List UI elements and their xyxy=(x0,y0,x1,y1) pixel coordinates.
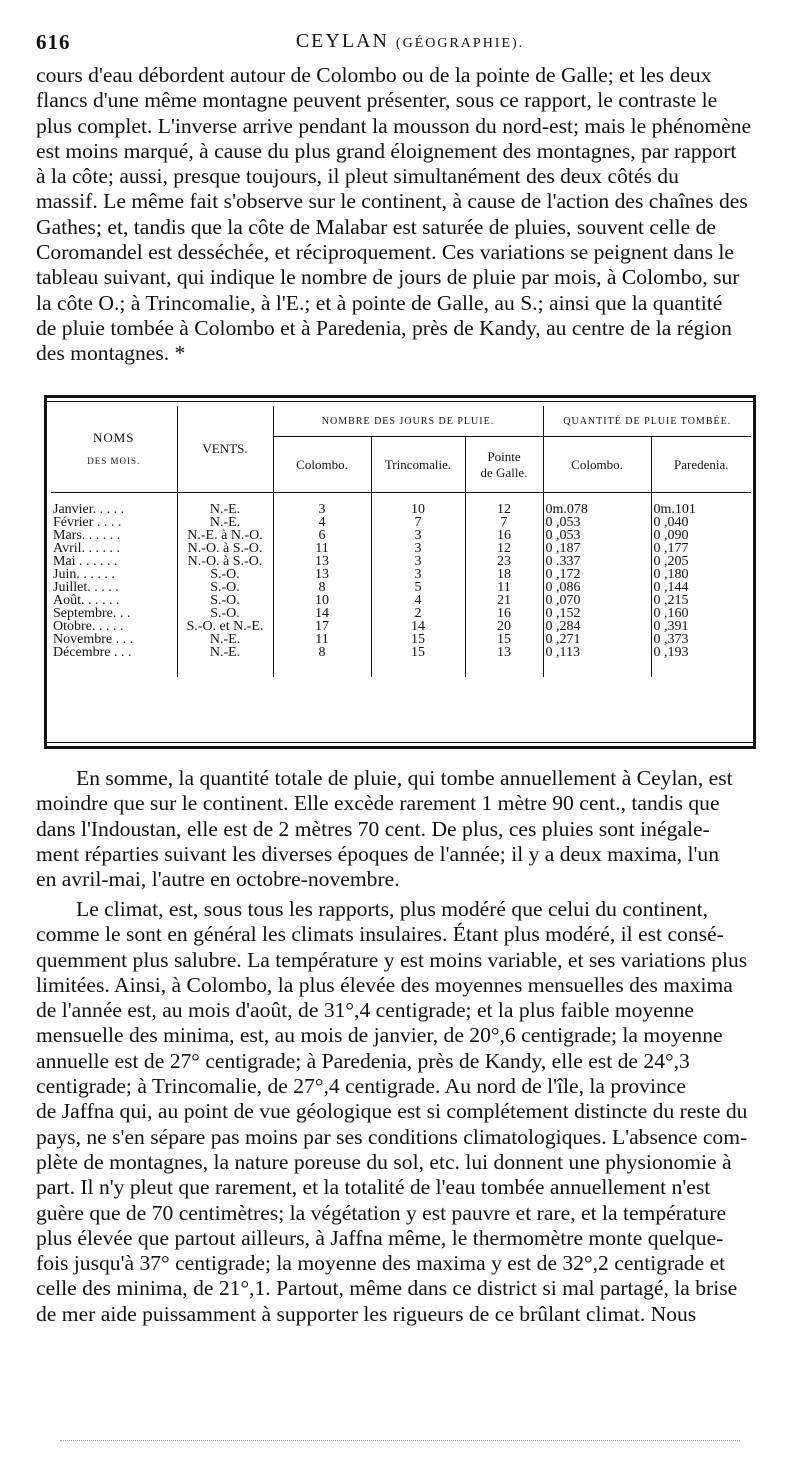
cell-mois: Septembre. . . xyxy=(53,606,131,621)
cell-paredenia-quantity: 0 ,205 xyxy=(651,555,751,568)
table-row-spacer xyxy=(51,659,751,677)
cell-mois: Décembre . . . xyxy=(53,645,132,660)
cell-vents: N.-E. xyxy=(177,503,273,516)
cell-paredenia-quantity: 0 ,373 xyxy=(651,633,751,646)
cell-galle-days: 15 xyxy=(465,633,543,646)
cell-mois: Janvier. . . . . xyxy=(53,502,125,517)
cell-colombo-days: 8 xyxy=(273,646,371,659)
cell-paredenia-quantity: 0 ,160 xyxy=(651,607,751,620)
footer-rule xyxy=(60,1440,740,1443)
cell-paredenia-quantity: 0m.101 xyxy=(651,503,751,516)
header-paredenia: Paredenia. xyxy=(651,437,751,493)
cell-mois: Mars. . . . . . xyxy=(53,528,121,543)
cell-trincomalie-days: 14 xyxy=(371,620,465,633)
table-row xyxy=(51,633,751,646)
text-line: des montagnes. * xyxy=(36,341,186,366)
text-line: flancs d'une même montagne peuvent présenter, sous ce rapport, le contraste le xyxy=(36,88,718,113)
cell-colombo-quantity: 0 ,152 xyxy=(543,607,651,620)
header-noms xyxy=(51,406,177,493)
header-group-jours: NOMBRE DES JOURS DE PLUIE. xyxy=(273,406,543,437)
cell-mois: Juin. . . . . . xyxy=(53,567,115,582)
cell-galle-days: 16 xyxy=(465,529,543,542)
cell-colombo-days: 13 xyxy=(273,555,371,568)
cell-mois: Février . . . . xyxy=(53,515,122,530)
spacer-cell xyxy=(651,659,751,677)
text-line: est moins marqué, à cause du plus grand éloignement des montagnes, par rapport xyxy=(36,138,737,163)
cell-colombo-days: 10 xyxy=(273,594,371,607)
cell-galle-days: 13 xyxy=(465,646,543,659)
cell-colombo-quantity: 0 ,086 xyxy=(543,581,651,594)
cell-galle-days: 18 xyxy=(465,568,543,581)
text-line: de Jaffna qui, au point de vue géologique est si complétement distincte du reste du xyxy=(36,1099,748,1124)
text-line: Le climat, est, sous tous les rapports, plus modéré que celui du continent, xyxy=(76,897,709,921)
text-line: de pluie tombée à Colombo et à Paredenia, près de Kandy, au centre de la région xyxy=(36,315,732,340)
cell-trincomalie-days: 15 xyxy=(371,633,465,646)
cell-trincomalie-days: 4 xyxy=(371,594,465,607)
cell-paredenia-quantity: 0 ,180 xyxy=(651,568,751,581)
text-line: massif. Le même fait s'observe sur le continent, à cause de l'action des chaînes des xyxy=(36,189,748,214)
cell-trincomalie-days: 10 xyxy=(371,503,465,516)
cell-colombo-quantity: 0 ,113 xyxy=(543,646,651,659)
cell-galle-days: 12 xyxy=(465,503,543,516)
text-line: celle des minima, de 21°,1. Partout, même dans ce district si mal partagé, la brise xyxy=(36,1276,738,1301)
table-row xyxy=(51,607,751,620)
cell-galle-days: 12 xyxy=(465,542,543,555)
text-line: ment réparties suivant les diverses époques de l'année; il y a deux maxima, l'un xyxy=(36,841,719,866)
header-group-quantite: QUANTITÉ DE PLUIE TOMBÉE. xyxy=(543,406,751,437)
text-line: à la côte; aussi, presque toujours, il pleut simultanément des deux côtés du xyxy=(36,164,679,189)
cell-paredenia-quantity: 0 ,144 xyxy=(651,581,751,594)
text-line: moindre que sur le continent. Elle excède rarement 1 mètre 90 cent., tandis que xyxy=(36,791,720,816)
cell-colombo-days: 3 xyxy=(273,503,371,516)
header-pointe-label: Pointe xyxy=(487,448,521,464)
cell-galle-days: 20 xyxy=(465,620,543,633)
cell-colombo-quantity: 0 ,271 xyxy=(543,633,651,646)
text-line: plus complet. L'inverse arrive pendant la mousson du nord-est; mais le phénomène xyxy=(36,113,752,138)
spacer-cell xyxy=(465,659,543,677)
cell-colombo-days: 14 xyxy=(273,607,371,620)
cell-trincomalie-days: 3 xyxy=(371,555,465,568)
paragraph-total-rain xyxy=(36,766,780,892)
table-row xyxy=(51,646,751,659)
cell-colombo-quantity: 0 ,187 xyxy=(543,542,651,555)
paragraph-intro xyxy=(36,63,780,367)
cell-trincomalie-days: 2 xyxy=(371,607,465,620)
text-line: Gathes; et, tandis que la côte de Malabar est saturée de pluies, souvent celle de xyxy=(36,214,716,239)
text-line: Coromandel est desséchée, et réciproquement. Ces variations se peignent dans le xyxy=(36,240,734,265)
text-line: En somme, la quantité totale de pluie, qui tombe annuellement à Ceylan, est xyxy=(76,766,733,790)
cell-vents: N.-E. xyxy=(177,633,273,646)
text-line: limitées. Ainsi, à Colombo, la plus élevée des moyennes mensuelles des maxima xyxy=(36,972,733,997)
spacer-cell xyxy=(273,659,371,677)
text-line: fois jusqu'à 37° centigrade; la moyenne des maxima y est de 32°,2 centigrade et xyxy=(36,1251,726,1276)
cell-vents: N.-E. xyxy=(177,646,273,659)
cell-colombo-days: 6 xyxy=(273,529,371,542)
cell-colombo-quantity: 0 ,053 xyxy=(543,529,651,542)
header-colombo-quantity: Colombo. xyxy=(543,437,651,493)
running-head-subtitle: (GÉOGRAPHIE). xyxy=(395,36,525,51)
text-line: comme le sont en général les climats insulaires. Étant plus modéré, il est consé- xyxy=(36,922,724,947)
text-line: la côte O.; à Trincomalie, à l'E.; et à pointe de Galle, au S.; ainsi que la quantité xyxy=(36,290,723,315)
cell-colombo-days: 4 xyxy=(273,516,371,529)
text-line: dans l'Indoustan, elle est de 2 mètres 70 cent. De plus, ces pluies sont inégale- xyxy=(36,816,710,841)
cell-mois: Novembre . . . xyxy=(53,632,134,647)
cell-colombo-quantity: 0 .337 xyxy=(543,555,651,568)
spacer-cell xyxy=(543,659,651,677)
table-row xyxy=(51,529,751,542)
cell-colombo-quantity: 0 ,172 xyxy=(543,568,651,581)
cell-colombo-quantity: 0 ,053 xyxy=(543,516,651,529)
table-row xyxy=(51,594,751,607)
header-noms-sub: DES MOIS. xyxy=(87,455,141,466)
page-header xyxy=(36,30,784,56)
text-line: plète de montagnes, la nature poreuse du sol, etc. lui donnent une physionomie à xyxy=(36,1149,732,1174)
cell-paredenia-quantity: 0 ,090 xyxy=(651,529,751,542)
header-vents: VENTS. xyxy=(177,406,273,493)
cell-trincomalie-days: 3 xyxy=(371,568,465,581)
header-pointe-de-galle xyxy=(465,437,543,493)
header-pointe-sub: de Galle. xyxy=(480,464,528,480)
text-line: annuelle est de 27° centigrade; à Paredenia, près de Kandy, elle est de 24°,3 xyxy=(36,1048,690,1073)
cell-paredenia-quantity: 0 ,193 xyxy=(651,646,751,659)
text-line: quemment plus salubre. La température y est moins variable, et ses variations plus xyxy=(36,947,748,972)
cell-trincomalie-days: 5 xyxy=(371,581,465,594)
cell-galle-days: 23 xyxy=(465,555,543,568)
cell-colombo-days: 11 xyxy=(273,633,371,646)
cell-trincomalie-days: 3 xyxy=(371,542,465,555)
rainfall-table xyxy=(51,406,751,677)
cell-galle-days: 21 xyxy=(465,594,543,607)
cell-vents: N.-E. xyxy=(177,516,273,529)
text-line: mensuelle des minima, est, au mois de janvier, de 20°,6 centigrade; la moyenne xyxy=(36,1023,723,1048)
table-row xyxy=(51,568,751,581)
table-row xyxy=(51,503,751,516)
cell-vents: S.-O. xyxy=(177,607,273,620)
cell-colombo-days: 8 xyxy=(273,581,371,594)
cell-vents: N.-O. à S.-O. xyxy=(177,555,273,568)
cell-mois: Avril. . . . . . xyxy=(53,541,121,556)
cell-colombo-quantity: 0 ,070 xyxy=(543,594,651,607)
paragraph-climate xyxy=(36,897,780,1327)
cell-paredenia-quantity: 0 ,040 xyxy=(651,516,751,529)
cell-colombo-days: 13 xyxy=(273,568,371,581)
cell-vents: N.-O. à S.-O. xyxy=(177,542,273,555)
running-head xyxy=(36,30,784,53)
cell-paredenia-quantity: 0 ,391 xyxy=(651,620,751,633)
text-line: centigrade; à Trincomalie, de 27°,4 centigrade. Au nord de l'île, la province xyxy=(36,1074,686,1099)
text-line: guère que de 70 centimètres; la végétation y est pauvre et rare, et la température xyxy=(36,1200,727,1225)
cell-vents: S.-O. xyxy=(177,594,273,607)
table-row xyxy=(51,620,751,633)
text-line: plus élevée que partout ailleurs, à Jaffna même, le thermomètre monte quelque- xyxy=(36,1225,724,1250)
text-line: part. Il n'y pleut que rarement, et la totalité de l'eau tombée annuellement n'est xyxy=(36,1175,711,1200)
cell-galle-days: 7 xyxy=(465,516,543,529)
spacer-cell xyxy=(371,659,465,677)
cell-trincomalie-days: 15 xyxy=(371,646,465,659)
text-line: en avril-mai, l'autre en octobre-novembre. xyxy=(36,867,400,892)
spacer-cell xyxy=(51,659,177,677)
cell-mois: Août. . . . . . xyxy=(53,593,120,608)
cell-trincomalie-days: 3 xyxy=(371,529,465,542)
table-row xyxy=(51,555,751,568)
cell-colombo-days: 11 xyxy=(273,542,371,555)
cell-paredenia-quantity: 0 ,177 xyxy=(651,542,751,555)
text-line: tableau suivant, qui indique le nombre de jours de pluie par mois, à Colombo, sur xyxy=(36,265,740,290)
cell-galle-days: 16 xyxy=(465,607,543,620)
cell-vents: S.-O. xyxy=(177,568,273,581)
text-line: de mer aide puissamment à supporter les rigueurs de ce brûlant climat. Nous xyxy=(36,1301,697,1326)
rainfall-table-body xyxy=(51,503,751,677)
cell-trincomalie-days: 7 xyxy=(371,516,465,529)
cell-galle-days: 11 xyxy=(465,581,543,594)
header-trincomalie-days: Trincomalie. xyxy=(371,437,465,493)
text-line: cours d'eau débordent autour de Colombo ou de la pointe de Galle; et les deux xyxy=(36,63,712,87)
cell-paredenia-quantity: 0 ,215 xyxy=(651,594,751,607)
rainfall-table-frame xyxy=(44,395,756,749)
spacer-cell xyxy=(177,659,273,677)
text-line: de l'année est, au mois d'août, de 31°,4 centigrade; et la plus faible moyenne xyxy=(36,998,695,1023)
cell-vents: S.-O. et N.-E. xyxy=(177,620,273,633)
table-row xyxy=(51,516,751,529)
cell-mois: Otobre. . . . . xyxy=(53,619,124,634)
cell-colombo-quantity: 0m.078 xyxy=(543,503,651,516)
cell-vents: S.-O. xyxy=(177,581,273,594)
table-row xyxy=(51,542,751,555)
running-head-title: CEYLAN xyxy=(295,30,389,52)
cell-mois: Mai . . . . . . xyxy=(53,554,118,569)
header-colombo-days: Colombo. xyxy=(273,437,371,493)
page-number: 616 xyxy=(36,30,71,54)
cell-mois: Juillet. . . . . xyxy=(53,580,119,595)
table-row xyxy=(51,581,751,594)
header-noms-label: NOMS xyxy=(92,429,135,445)
cell-vents: N.-E. à N.-O. xyxy=(177,529,273,542)
cell-colombo-days: 17 xyxy=(273,620,371,633)
text-line: pays, ne s'en sépare pas moins par ses conditions climatologiques. L'absence com- xyxy=(36,1124,748,1149)
cell-colombo-quantity: 0 ,284 xyxy=(543,620,651,633)
